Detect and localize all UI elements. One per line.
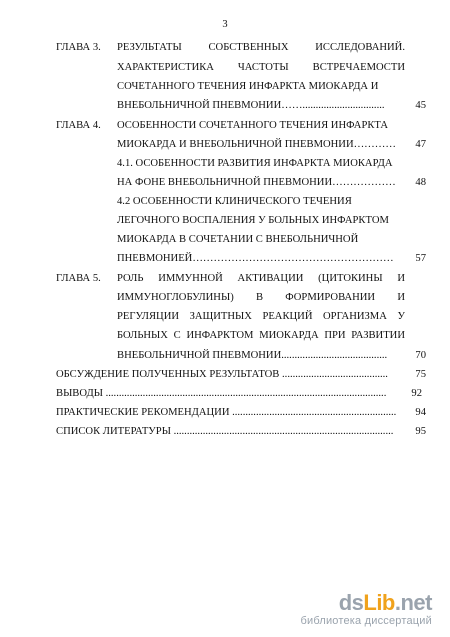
watermark-net: .net [394,590,432,615]
chapter-4-label: ГЛАВА 4. [56,120,101,131]
toc-item-discussion: ОБСУЖДЕНИЕ ПОЛУЧЕННЫХ РЕЗУЛЬТАТОВ ........................................ [56,369,388,380]
word: СОБСТВЕННЫХ [208,42,289,53]
section-4-2-line-1: 4.2 ОСОБЕННОСТИ КЛИНИЧЕСКОГО ТЕЧЕНИЯ [117,196,352,207]
chapter-5-label: ГЛАВА 5. [56,273,101,284]
toc-item-recommendations: ПРАКТИЧЕСКИЕ РЕКОМЕНДАЦИИ .............................................................. [56,407,397,418]
chapter-5-title-line-4 [117,331,405,342]
word: МИОКАРДА [259,330,319,341]
page-number: 3 [222,19,228,30]
chapter-3-page: 45 [415,100,426,111]
chapter-4-title-line-1: ОСОБЕННОСТИ СОЧЕТАННОГО ТЕЧЕНИЯ ИНФАРКТА [117,120,388,131]
chapter-5-title-line-3 [117,312,405,323]
toc-item-conclusions-page: 92 [411,388,422,399]
word: БОЛЬНЫХ [117,330,168,341]
toc-item-references: СПИСОК ЛИТЕРАТУРЫ ................................................................................... [56,426,394,437]
word: ИММУНОГЛОБУЛИНЫ) [117,292,234,303]
chapter-4-page: 47 [415,139,426,150]
toc-item-conclusions: ВЫВОДЫ .......................................................................................................... [56,388,387,399]
word: И [397,292,405,303]
section-4-2-page: 57 [415,253,426,264]
word: ОРГАНИЗМА [323,311,387,322]
word: ХАРАКТЕРИСТИКА [117,62,214,73]
word: РЕЗУЛЬТАТЫ [117,42,182,53]
chapter-3-title-line-1 [117,43,405,54]
word: У [397,311,405,322]
word: ИССЛЕДОВАНИЙ. [315,42,405,53]
word: ЧАСТОТЫ [237,62,289,73]
word: ВСТРЕЧАЕМОСТИ [312,62,405,73]
chapter-5-page: 70 [415,350,426,361]
chapter-3-title-line-3: СОЧЕТАННОГО ТЕЧЕНИЯ ИНФАРКТА МИОКАРДА И [117,81,379,92]
watermark-subtitle: библиотека диссертаций [300,615,432,627]
chapter-3-label: ГЛАВА 3. [56,42,101,53]
word: ПРИ [324,330,346,341]
section-4-1-line-1: 4.1. ОСОБЕННОСТИ РАЗВИТИЯ ИНФАРКТА МИОКАРДА [117,158,393,169]
word: РОЛЬ [117,273,144,284]
watermark-brand [339,590,432,616]
word: ФОРМИРОВАНИИ [285,292,376,303]
word: ИНФАРКТОМ [186,330,254,341]
section-4-1-page: 48 [415,177,426,188]
section-4-2-line-3: МИОКАРДА В СОЧЕТАНИИ С ВНЕБОЛЬНИЧНОЙ [117,234,359,245]
section-4-2-line-4: ПНЕВМОНИЕЙ………………………………………………… [117,253,394,264]
watermark-lib: Lib [363,590,395,615]
watermark-logo[interactable] [272,590,442,630]
word: РЕАКЦИЙ [262,311,313,322]
word: АКТИВАЦИИ [237,273,304,284]
chapter-5-title-line-1 [117,274,405,285]
word: ИММУННОЙ [158,273,223,284]
word: И [397,273,405,284]
toc-item-discussion-page: 75 [415,369,426,380]
word: РАЗВИТИИ [351,330,405,341]
word: С [173,330,181,341]
chapter-5-title-line-2 [117,293,405,304]
watermark-ds: ds [338,590,364,615]
section-4-2-line-2: ЛЕГОЧНОГО ВОСПАЛЕНИЯ У БОЛЬНЫХ ИНФАРКТОМ [117,215,389,226]
word: ЗАЩИТНЫХ [189,311,252,322]
chapter-4-title-line-2: МИОКАРДА И ВНЕБОЛЬНИЧНОЙ ПНЕВМОНИИ………… [117,139,396,150]
toc-item-references-page: 95 [415,426,426,437]
word: (ЦИТОКИНЫ [318,273,383,284]
section-4-1-line-2: НА ФОНЕ ВНЕБОЛЬНИЧНОЙ ПНЕВМОНИИ……………… [117,177,396,188]
word: РЕГУЛЯЦИИ [117,311,179,322]
toc-item-recommendations-page: 94 [415,407,426,418]
chapter-3-title-line-2 [117,63,405,74]
chapter-3-title-line-4: ВНЕБОЛЬНИЧНОЙ ПНЕВМОНИИ……............................... [117,100,385,111]
word: В [255,292,264,303]
chapter-5-title-line-5: ВНЕБОЛЬНИЧНОЙ ПНЕВМОНИИ........................................ [117,350,388,361]
